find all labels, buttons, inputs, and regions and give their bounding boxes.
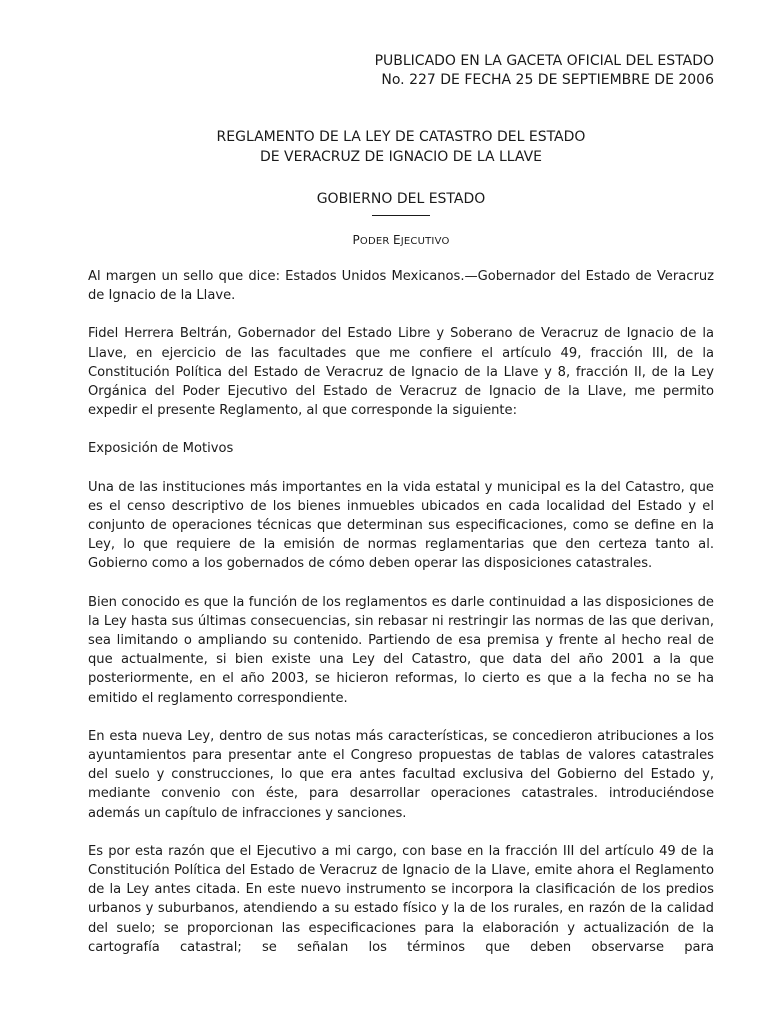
document-title-line-1: REGLAMENTO DE LA LEY DE CATASTRO DEL ESTADO (216, 129, 586, 145)
paragraph-nueva-ley: En esta nueva Ley, dentro de sus notas más características, se concedieron atribuciones a los ayuntamientos para presentar ante el Congreso propuestas de tablas de valores catastrales del suelo y construcciones, lo que era antes facultad exclusiva del Gobierno del Estado y, mediante convenio con éste, para desarrollar operaciones catastrales. introduciéndose además un capítulo de infracciones y sanciones. (88, 728, 714, 821)
poder-rest: ODER (359, 236, 390, 247)
gobierno-heading: GOBIERNO DEL ESTADO (316, 191, 486, 207)
poder-initial: P (352, 233, 360, 247)
section-heading-exposicion: Exposición de Motivos (88, 441, 234, 457)
ejecutivo-initial: E (392, 233, 401, 247)
paragraph-instituciones: Una de las instituciones más importantes en la vida estatal y municipal es la del Catastro, que es el censo descriptivo de los bienes inmuebles ubicados en cada localidad del Estado y el conjunto de operaciones técnicas que determinan sus especificaciones, como se define en la Ley, lo que requiere de la emisión de normas reglamentarias que den certeza tanto al. Gobierno como a los gobernados de cómo deben operar las disposiciones catastrales. (88, 479, 714, 572)
ejecutivo-rest: JECUTIVO (400, 236, 450, 247)
publication-header-line-2: No. 227 DE FECHA 25 DE SEPTIEMBRE DE 2006 (381, 72, 714, 88)
poder-ejecutivo-heading (88, 233, 714, 249)
document-title-line-2: DE VERACRUZ DE IGNACIO DE LA LLAVE (259, 149, 543, 165)
heading-rule (372, 215, 430, 216)
document-title (88, 127, 714, 167)
paragraph-margen: Al margen un sello que dice: Estados Unidos Mexicanos.—Gobernador del Estado de Veracruz de Ignacio de la Llave. (88, 269, 714, 304)
document-page (88, 52, 714, 957)
publication-header (88, 52, 714, 90)
paragraph-bien-conocido: Bien conocido es que la función de los reglamentos es darle continuidad a las disposiciones de la Ley hasta sus últimas consecuencias, sin rebasar ni restringir las normas de las que derivan, sea limitando o ampliando su contenido. Partiendo de esa premisa y frente al hecho real de que actualmente, si bien existe una Ley del Catastro, que data del año 2001 a la que posteriormente, en el año 2003, se hicieron reformas, lo cierto es que a la fecha no se ha emitido el reglamento correspondiente. (88, 594, 714, 706)
paragraph-fidel: Fidel Herrera Beltrán, Gobernador del Estado Libre y Soberano de Veracruz de Ignacio de la Llave, en ejercicio de las facultades que me confiere el artículo 49, fracción III, de la Constitución Política del Estado de Veracruz de Ignacio de la Llave y 8, fracción II, de la Ley Orgánica del Poder Ejecutivo del Estado de Veracruz de Ignacio de la Llave, me permito expedir el presente Reglamento, al que corresponde la siguiente: (88, 326, 714, 419)
paragraph-por-esta-razon: Es por esta razón que el Ejecutivo a mi cargo, con base en la fracción III del artículo 49 de la Constitución Política del Estado de Veracruz de Ignacio de la Llave, emite ahora el Reglamento de la Ley antes citada. En este nuevo instrumento se incorpora la clasificación de los predios urbanos y suburbanos, atendiendo a su estado físico y la de los rurales, en razón de la calidad del suelo; se proporcionan las especificaciones para la elaboración y actualización de la cartografía catastral; se señalan los términos que deben observarse para (88, 843, 714, 955)
publication-header-line-1: PUBLICADO EN LA GACETA OFICIAL DEL ESTADO (374, 53, 714, 69)
